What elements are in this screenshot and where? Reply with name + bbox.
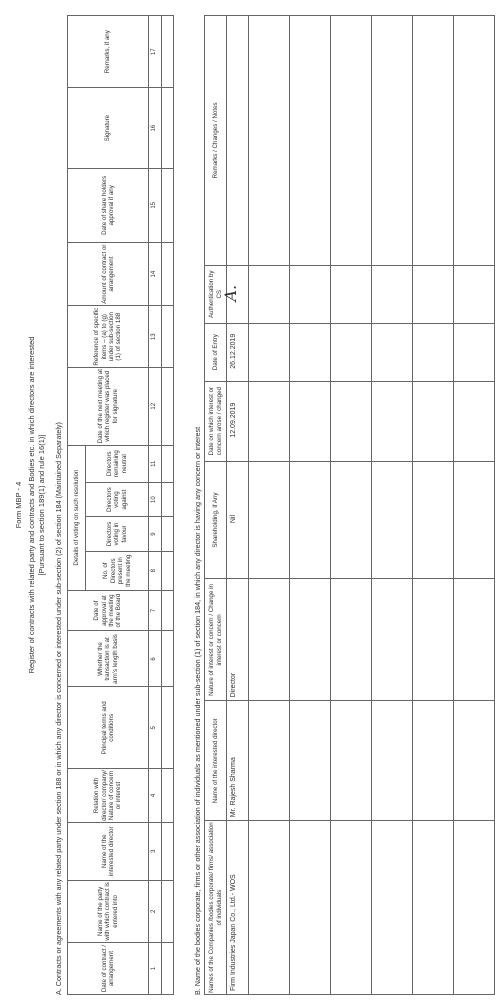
col-number: 7 (149, 590, 162, 631)
col-number: 16 (149, 88, 162, 169)
col-header-party-name: Name of the party with which contract is entered into (68, 880, 149, 943)
b-col-header-date-entry: Date of Entry (205, 323, 227, 381)
form-subtitle: [Pursuant to section 189(1) and rule 16(1)] (37, 434, 46, 576)
col-number: 17 (149, 16, 162, 88)
col-number: 8 (149, 551, 162, 590)
form-number: Form MBP - 4 (14, 481, 23, 529)
col-header-remarks: Remarks, if any (68, 16, 149, 88)
b-col-header-nature: Nature of interest or concern / Change in interest or concern (205, 579, 227, 701)
col-header-voting-group: Details of voting on such resolution (68, 445, 86, 590)
col-number: 4 (149, 769, 162, 823)
col-number: 3 (149, 822, 162, 880)
form-page (10, 15, 480, 995)
col-header-signature: Signature (68, 88, 149, 169)
b-col-header-authentication: Authentication by CS (205, 265, 227, 323)
section-b-title: B. Name of the bodies corporate, firms or other association of individuals as mentioned under sub-section (1) of section 184, in which any director is having any concern or interest (193, 426, 202, 995)
section-a-table (67, 15, 174, 995)
b-col-header-company: Names of the Companies /bodies corporate/ firms/ association of individuals (205, 821, 227, 995)
b-col-header-date-arose: Date on which interest or concern arose / changed (205, 381, 227, 461)
signature-icon: A. (221, 284, 240, 302)
col-number: 15 (149, 168, 162, 242)
b-col-header-remarks: Remarks / Changes / Notes (205, 16, 227, 266)
company-name: Firm Industries Japan Co., Ltd.- WOS (227, 821, 249, 995)
authentication-signature (221, 265, 249, 323)
column-number-row (149, 16, 162, 995)
col-header-directors-present: No. of Directors present in the meeting (86, 551, 149, 590)
director-name: Mr. Rajesh Sharma (227, 701, 249, 821)
col-header-next-meeting: Date of the next meeting at which register was placed for signature (68, 367, 149, 445)
col-header-principal-terms: Principal terms and conditions (68, 687, 149, 769)
col-number: 6 (149, 631, 162, 687)
b-col-header-director: Name of the interested director (205, 701, 227, 821)
col-header-approval-date: Date of approval at the meeting of the Board (68, 590, 149, 631)
col-number: 12 (149, 367, 162, 445)
col-header-voting-favour: Directors voting in favour (86, 517, 149, 551)
table-row (227, 16, 249, 995)
table-row (249, 16, 290, 995)
remarks-cell (227, 16, 249, 266)
b-col-header-shareholding: Shareholding, if Any (205, 461, 227, 579)
form-title: Register of contracts with related party and contracts and Bodies etc. in which directors are interested (27, 336, 36, 674)
date-arose: 12.09.2019 (227, 381, 249, 461)
col-header-voting-against: Directors voting against (86, 482, 149, 516)
col-header-date-contract: Date of contract / arrangement (68, 943, 149, 995)
nature-of-interest: Director (227, 579, 249, 701)
col-number: 2 (149, 880, 162, 943)
shareholding: Nil (227, 461, 249, 579)
col-header-shareholder-approval: Date of share holders approval if any (68, 168, 149, 242)
table-row (290, 16, 331, 995)
date-of-entry: 26.12.2019 (227, 323, 249, 381)
table-row (331, 16, 372, 995)
col-number: 14 (149, 242, 162, 306)
col-number: 5 (149, 687, 162, 769)
table-row (162, 16, 174, 995)
section-b-table (204, 15, 495, 995)
col-number: 13 (149, 306, 162, 367)
table-row (454, 16, 495, 995)
table-row (372, 16, 413, 995)
col-header-neutral: Directors remaining neutral (86, 445, 149, 482)
col-number: 11 (149, 445, 162, 482)
col-header-interested-director: Name of the interested director (68, 822, 149, 880)
section-a-title: A. Contracts or agreements with any related party under section 188 or in which any director is concerned or interested under sub-section (2) of section 184 (Maintained Separately) (54, 422, 63, 995)
col-number: 1 (149, 943, 162, 995)
col-number: 10 (149, 482, 162, 516)
table-row (413, 16, 454, 995)
col-header-relation: Relation with director/ company/ Nature of concern or interest (68, 769, 149, 823)
col-header-arms-length: Whether the transaction is at arm's length basis (68, 631, 149, 687)
col-header-reference-items: Reference of specific items – (a) to (g) under sub-section (1) of section 188 (68, 306, 149, 367)
col-header-amount: Amount of contract or arrangement (68, 242, 149, 306)
col-number: 9 (149, 517, 162, 551)
